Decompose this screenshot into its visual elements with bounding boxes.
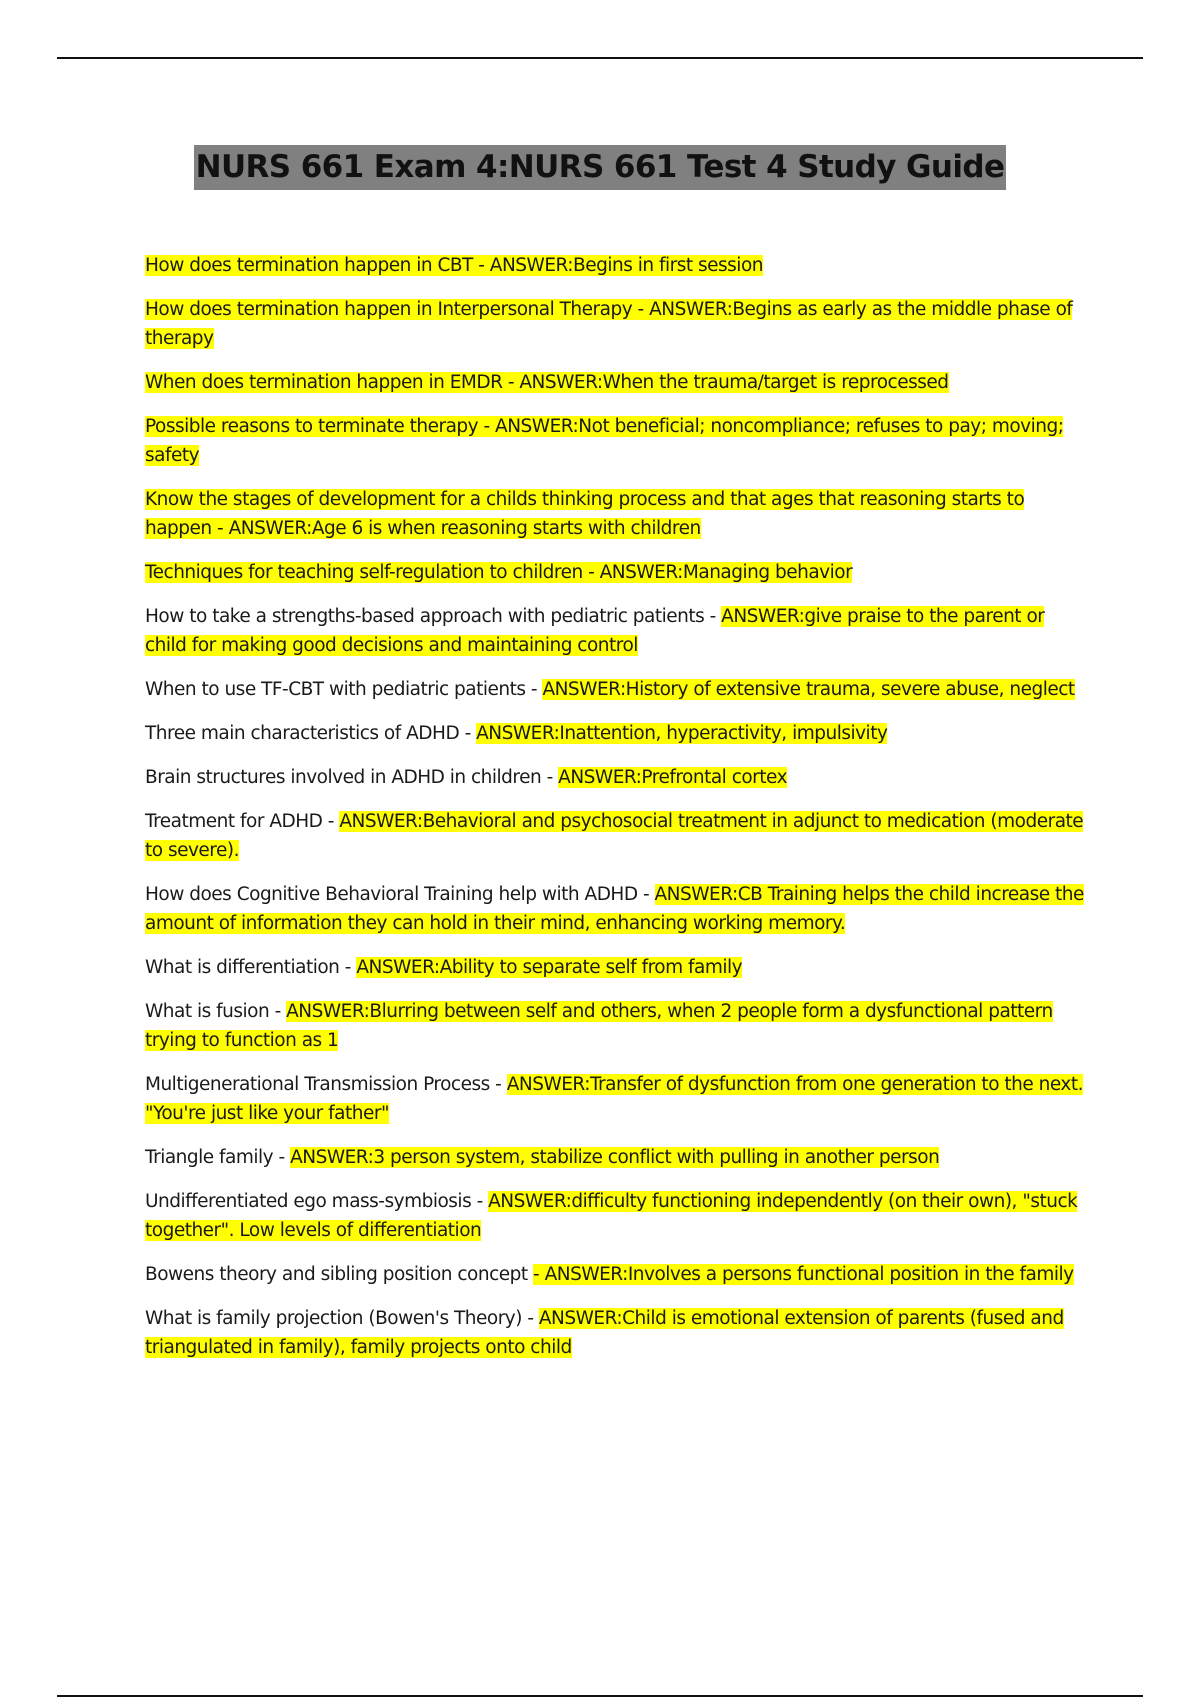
answer-text: ANSWER:Age 6 is when reasoning starts with children bbox=[228, 518, 701, 539]
qa-item bbox=[145, 558, 1090, 587]
question-text: Possible reasons to terminate therapy - bbox=[145, 416, 496, 437]
answer-text: ANSWER:Inattention, hyperactivity, impulsivity bbox=[476, 723, 888, 744]
answer-text: ANSWER:Managing behavior bbox=[599, 562, 853, 583]
question-text: What is differentiation - bbox=[145, 957, 357, 978]
bottom-rule bbox=[57, 1695, 1143, 1697]
question-text: Treatment for ADHD - bbox=[145, 811, 340, 832]
answer-text: ANSWER:Ability to separate self from family bbox=[356, 957, 743, 978]
question-text: When to use TF-CBT with pediatric patients - bbox=[145, 679, 543, 700]
qa-item bbox=[145, 251, 1090, 280]
qa-item bbox=[145, 1304, 1090, 1362]
qa-item bbox=[145, 1143, 1090, 1172]
question-text: When does termination happen in EMDR - bbox=[145, 372, 520, 393]
qa-item bbox=[145, 807, 1090, 865]
question-text: Multigenerational Transmission Process - bbox=[145, 1074, 507, 1095]
qa-item bbox=[145, 953, 1090, 982]
question-text: Undifferentiated ego mass-symbiosis - bbox=[145, 1191, 489, 1212]
question-text: Three main characteristics of ADHD - bbox=[145, 723, 477, 744]
qa-item bbox=[145, 368, 1090, 397]
question-text: How does termination happen in Interpersonal Therapy - bbox=[145, 299, 650, 320]
answer-text: - ANSWER:Involves a persons functional position in the family bbox=[533, 1264, 1074, 1285]
answer-text: ANSWER:History of extensive trauma, severe abuse, neglect bbox=[542, 679, 1075, 700]
qa-item bbox=[145, 763, 1090, 792]
answer-text: ANSWER:difficulty functioning independently (on their own), "stuck together". Low levels of differentiation bbox=[145, 1191, 1078, 1241]
qa-item bbox=[145, 412, 1090, 470]
answer-text: ANSWER:3 person system, stabilize conflict with pulling in another person bbox=[290, 1147, 940, 1168]
answer-text: ANSWER:Prefrontal cortex bbox=[558, 767, 788, 788]
answer-text: ANSWER:give praise to the parent or child for making good decisions and maintaining control bbox=[145, 606, 1045, 656]
qa-item bbox=[145, 295, 1090, 353]
qa-item bbox=[145, 675, 1090, 704]
qa-item bbox=[145, 1070, 1090, 1128]
qa-item bbox=[145, 1260, 1090, 1289]
question-text: Triangle family - bbox=[145, 1147, 291, 1168]
qa-item bbox=[145, 997, 1090, 1055]
qa-item bbox=[145, 485, 1090, 543]
answer-text: ANSWER:Transfer of dysfunction from one generation to the next. "You're just like your father" bbox=[145, 1074, 1083, 1124]
qa-item bbox=[145, 602, 1090, 660]
answer-text: ANSWER:Begins in first session bbox=[489, 255, 763, 276]
question-text: What is fusion - bbox=[145, 1001, 287, 1022]
question-text: Know the stages of development for a childs thinking process and that ages that reasoning starts to happen - bbox=[145, 489, 1025, 539]
question-text: How to take a strengths-based approach with pediatric patients - bbox=[145, 606, 722, 627]
question-text: Bowens theory and sibling position concept bbox=[145, 1264, 534, 1285]
title-container bbox=[0, 145, 1200, 190]
question-text: How does Cognitive Behavioral Training help with ADHD - bbox=[145, 884, 655, 905]
answer-text: ANSWER:Blurring between self and others, when 2 people form a dysfunctional pattern trying to function as 1 bbox=[145, 1001, 1053, 1051]
qa-item bbox=[145, 719, 1090, 748]
answer-text: ANSWER:Behavioral and psychosocial treatment in adjunct to medication (moderate to severe). bbox=[145, 811, 1084, 861]
top-rule bbox=[57, 57, 1143, 59]
qa-list bbox=[145, 251, 1090, 1377]
answer-text: ANSWER:When the trauma/target is reprocessed bbox=[519, 372, 949, 393]
question-text: What is family projection (Bowen's Theory) - bbox=[145, 1308, 539, 1329]
document-title: NURS 661 Exam 4:NURS 661 Test 4 Study Guide bbox=[194, 145, 1007, 190]
answer-text: ANSWER:Child is emotional extension of parents (fused and triangulated in family), family projects onto child bbox=[145, 1308, 1064, 1358]
answer-text: ANSWER:Begins as early as the middle phase of therapy bbox=[145, 299, 1073, 349]
qa-item bbox=[145, 880, 1090, 938]
question-text: Techniques for teaching self-regulation to children - bbox=[145, 562, 600, 583]
answer-text: ANSWER:Not beneficial; noncompliance; refuses to pay; moving; safety bbox=[145, 416, 1064, 466]
question-text: How does termination happen in CBT - bbox=[145, 255, 490, 276]
question-text: Brain structures involved in ADHD in children - bbox=[145, 767, 559, 788]
answer-text: ANSWER:CB Training helps the child increase the amount of information they can hold in their mind, enhancing working memory. bbox=[145, 884, 1084, 934]
qa-item bbox=[145, 1187, 1090, 1245]
